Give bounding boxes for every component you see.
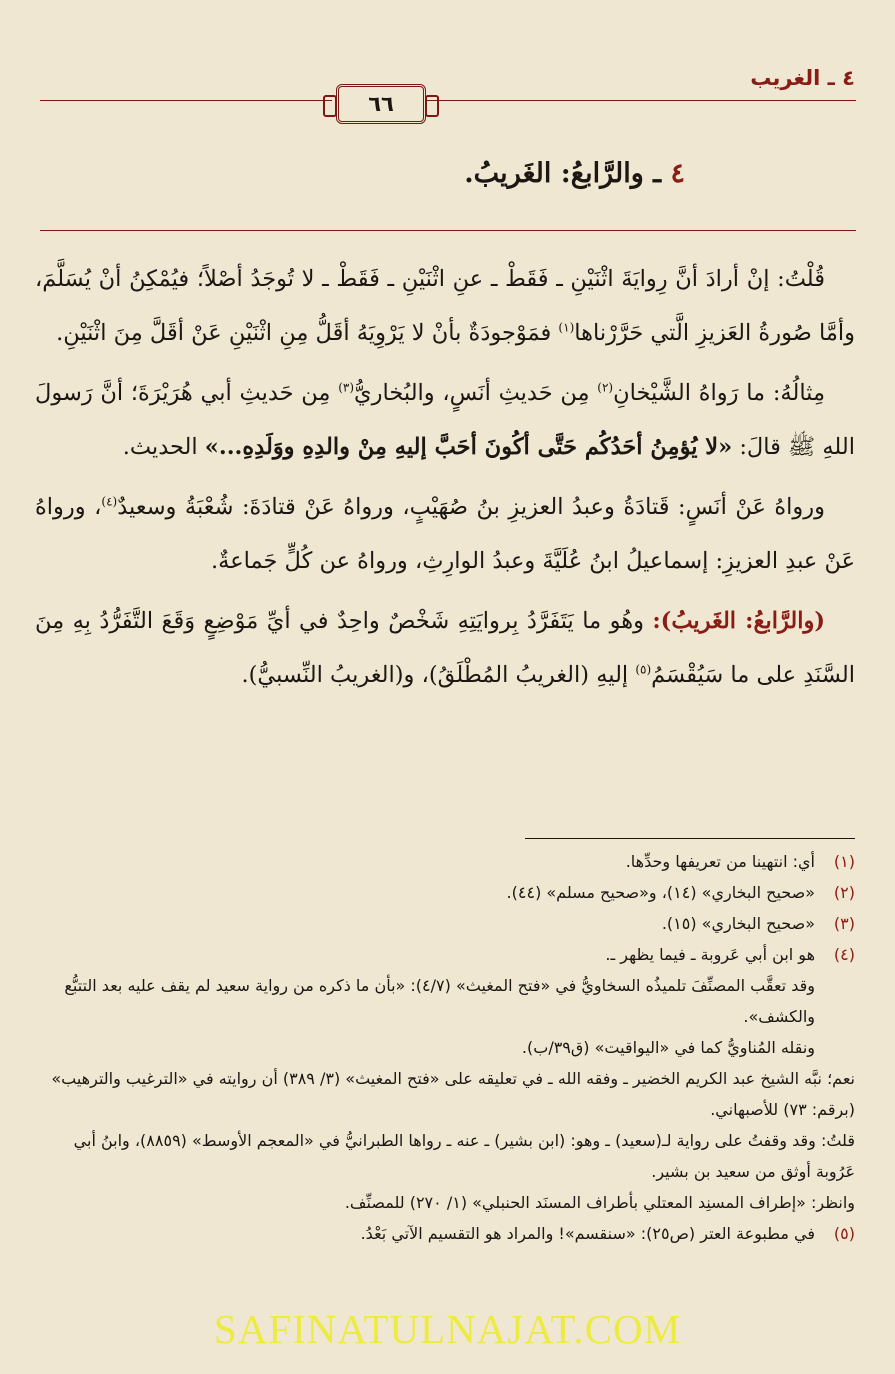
hadith-quote: «لا يُؤمِنُ أحَدُكُم حَتَّى أكُونَ أحَبَّ إليهِ مِنْ والدِهِ ووَلَدِهِ...» bbox=[204, 434, 733, 460]
footnote-4-continued: نعم؛ نبَّه الشيخ عبد الكريم الخضير ـ وفقه الله ـ في تعليقه على «فتح المغيث» (٣/ ٣٨٩) أن روايته في «الترغيب والترهيب» (برقم: ٧٣) للأصبهاني. bbox=[51, 1069, 855, 1119]
footnote-number: (٥) bbox=[833, 1224, 855, 1243]
header-rule-right bbox=[424, 100, 856, 101]
footnote-2 bbox=[35, 877, 855, 908]
footnote-text: هو ابن أبي عَروبة ـ فيما يظهر ـ. bbox=[605, 945, 815, 964]
footnote-number: (٤) bbox=[833, 945, 855, 964]
footnotes bbox=[35, 846, 855, 1249]
paragraph-1-text: قُلْتُ: إنْ أرادَ أنَّ رِوايَةَ اثْنَيْنِ ـ فَقَطْ ـ عنِ اثْنَيْنِ ـ فَقَطْ ـ لا تُوجَدُ أصْلاً؛ فيُمْكِنُ أنْ يُسَلَّمَ، وأمَّا صُورةُ العَزيزِ الَّتي حَرَّرْناها bbox=[35, 266, 855, 346]
footnote-separator bbox=[525, 838, 855, 839]
footnote-4-continued: وانظر: «إطراف المسنِد المعتلي بأطراف المسنَد الحنبلي» (١/ ٢٧٠) للمصنِّف. bbox=[344, 1193, 855, 1212]
page-number-frame bbox=[336, 84, 426, 124]
footnote-4-continued: قلتُ: وقد وقفتُ على رواية لـ(سعيد) ـ وهو: (ابن بشير) ـ عنه ـ رواها الطبرانيُّ في «المعجم الأوسط» (٨٨٥٩)، وابنُ أبي عَرُوبة أوثق من سعيد بن بشير. bbox=[73, 1131, 855, 1181]
main-text bbox=[35, 252, 855, 708]
section-number: ٤ bbox=[670, 158, 685, 189]
term-gharib: (والرَّابعُ: الغَريبُ): bbox=[652, 608, 825, 634]
footnote-text: في مطبوعة العتر (ص٢٥): «سنقسم»! والمراد هو التقسيم الآتي بَعْدُ. bbox=[360, 1224, 815, 1243]
paragraph-1-end: فمَوْجودَةٌ بأنْ لا يَرْوِيَهُ أقَلُّ مِنِ اثْنَيْنِ عَنْ أقَلَّ مِنَ اثْنَيْنِ. bbox=[56, 320, 552, 346]
page-number: ٦٦ bbox=[368, 92, 394, 116]
footnote-3 bbox=[35, 908, 855, 939]
footnote-ref-1: (١) bbox=[558, 320, 575, 335]
footnote-number: (٣) bbox=[833, 914, 855, 933]
footnote-4 bbox=[35, 939, 855, 970]
section-heading bbox=[464, 158, 685, 189]
section-title: والرَّابعُ: الغَريبُ. bbox=[464, 158, 644, 189]
paragraph-2-text-c: مِن حَديثِ أبي هُرَيْرَةَ؛ أنَّ رَسولَ اللهِ ﷺ قالَ: bbox=[35, 380, 855, 460]
paragraph-4-text-b: إليهِ (الغريبُ المُطْلَقُ)، و(الغريبُ النِّسبيُّ). bbox=[241, 662, 629, 688]
paragraph-2-text-a: مِثالُهُ: ما رَواهُ الشَّيْخانِ bbox=[613, 380, 826, 406]
paragraph-2-end: الحديث. bbox=[122, 434, 198, 460]
footnote-text: «صحيح البخاري» (١٤)، و«صحيح مسلم» (٤٤). bbox=[506, 883, 815, 902]
footnote-ref-3: (٣) bbox=[338, 380, 355, 395]
footnote-1 bbox=[35, 846, 855, 877]
paragraph-3-text-b: ، ورواهُ عَنْ عبدِ العزيزِ: إسماعيلُ ابنُ عُلَيَّةَ وعبدُ الوارِثِ، ورواهُ عن كُلٍّ جَماعةٌ. bbox=[35, 494, 855, 574]
running-title: ٤ ـ الغريب bbox=[750, 66, 855, 90]
footnote-4-continued: وقد تعقَّب المصنِّفَ تلميذُه السخاويُّ في «فتح المغيث» (٤/٧): «بأن ما ذكره من رواية سعيد لم يقف عليه بعد التتبُّع والكشف». bbox=[64, 976, 815, 1026]
footnote-5 bbox=[35, 1218, 855, 1249]
footnote-ref-5: (٥) bbox=[635, 662, 652, 677]
paragraph-4-text-a: وهُو ما يَتَفَرَّدُ بِروايَتِهِ شَخْصٌ واحِدٌ في أيِّ مَوْضِعٍ وَقَعَ التَّفَرُّدُ بِهِ مِنَ السَّنَدِ على ما سَيُقْسَمُ bbox=[35, 608, 855, 688]
paragraph-1 bbox=[35, 252, 855, 360]
footnote-ref-2: (٢) bbox=[597, 380, 614, 395]
footnote-4-continued: ونقله المُناويُّ كما في «اليواقيت» (ق٣٩/ب). bbox=[521, 1038, 815, 1057]
footnote-text: أي: انتهينا من تعريفها وحدِّها. bbox=[625, 852, 815, 871]
paragraph-2 bbox=[35, 366, 855, 474]
footnote-ref-4: (٤) bbox=[101, 494, 118, 509]
footnote-number: (١) bbox=[833, 852, 855, 871]
paragraph-3-text-a: ورواهُ عَنْ أنَسٍ: قَتادَةُ وعبدُ العزيزِ بنُ صُهَيْبٍ، ورواهُ عَنْ قتادَةَ: شُعْبَةُ وسعيدٌ bbox=[117, 494, 825, 520]
section-dash: ـ bbox=[643, 158, 662, 189]
watermark-text: SAFINATULNAJAT.COM bbox=[213, 1306, 682, 1352]
header-rule-left bbox=[40, 100, 332, 101]
section-divider bbox=[40, 230, 856, 231]
footnote-text: «صحيح البخاري» (١٥). bbox=[661, 914, 815, 933]
footnote-number: (٢) bbox=[833, 883, 855, 902]
paragraph-3 bbox=[35, 480, 855, 588]
paragraph-4 bbox=[35, 594, 855, 702]
paragraph-2-text-b: مِن حَديثِ أنَسٍ، والبُخاريُّ bbox=[354, 380, 590, 406]
